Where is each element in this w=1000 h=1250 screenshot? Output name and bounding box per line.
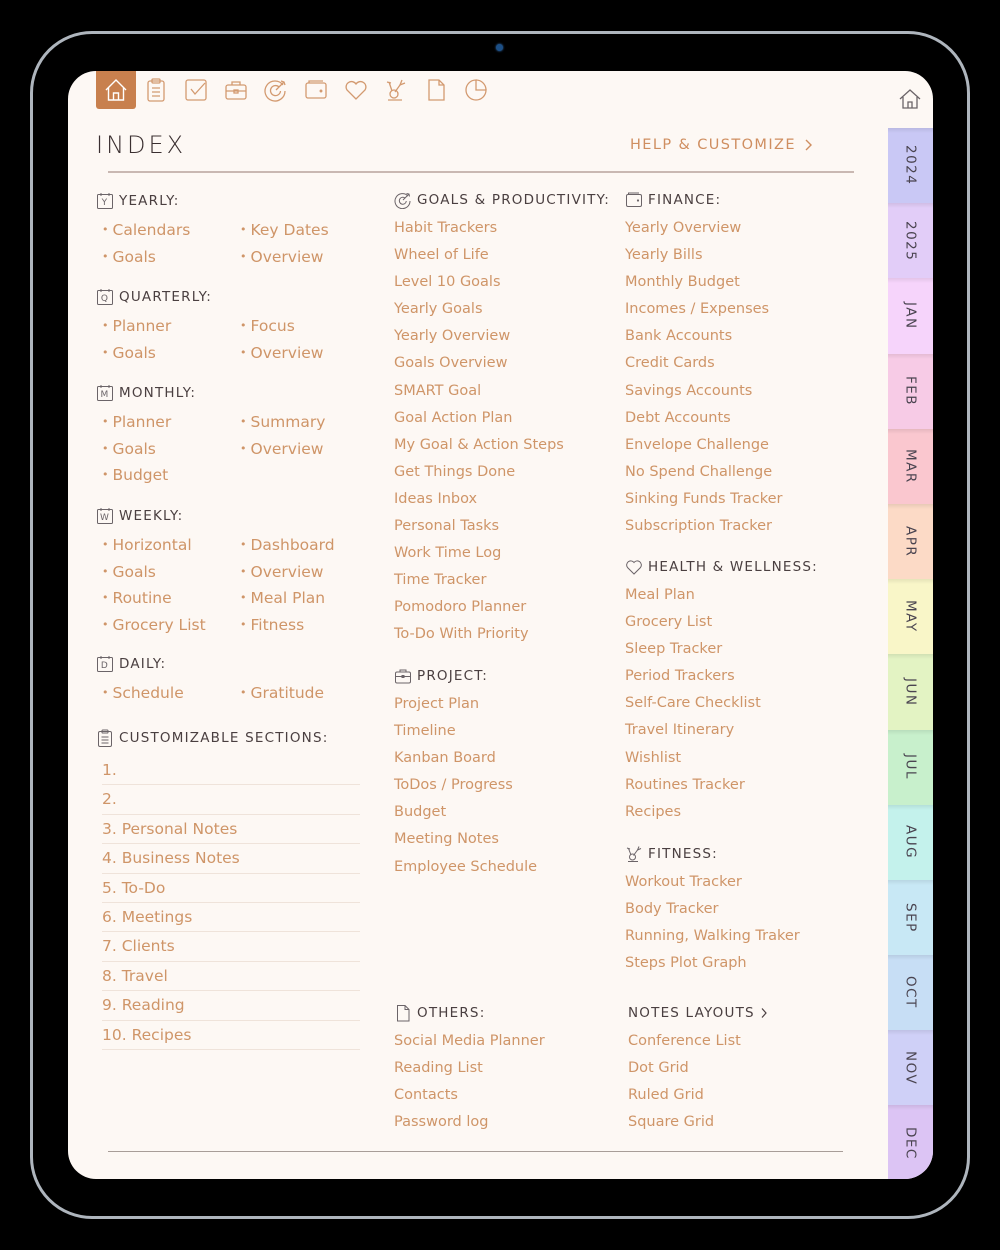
link-yearly-bills[interactable]: Yearly Bills (625, 247, 703, 264)
link-monthly-planner[interactable]: • Planner (102, 409, 240, 436)
tab-label: FEB (902, 376, 919, 407)
custom-section-8[interactable]: 8. Travel (102, 962, 360, 991)
bottom-divider (108, 1151, 843, 1152)
help-customize-label: HELP & CUSTOMIZE (630, 137, 796, 153)
nav-health[interactable] (336, 71, 376, 109)
link-project-budget[interactable]: Budget (394, 804, 447, 821)
calendar-q-icon (96, 288, 114, 306)
link-sinking-funds-tracker[interactable]: Sinking Funds Tracker (625, 490, 783, 507)
link-running-walking-tracker[interactable]: Running, Walking Traker (625, 928, 800, 945)
custom-section-5[interactable]: 5. To-Do (102, 874, 360, 903)
tab-label: 2024 (902, 145, 919, 186)
target-icon (263, 77, 289, 103)
link-quarterly-focus[interactable]: • Focus (240, 313, 370, 340)
section-title: HEALTH & WELLNESS: (648, 559, 818, 575)
nav-home[interactable] (96, 71, 136, 109)
section-title: QUARTERLY: (119, 289, 213, 305)
side-tabs (888, 128, 933, 1179)
tab-label: 2025 (902, 220, 919, 261)
link-todos-progress[interactable]: ToDos / Progress (394, 777, 513, 794)
link-yearly-overview[interactable]: Yearly Overview (394, 328, 511, 345)
link-kanban-board[interactable]: Kanban Board (394, 750, 496, 767)
link-daily-gratitude[interactable]: • Gratitude (240, 680, 370, 707)
section-title: GOALS & PRODUCTIVITY: (417, 192, 611, 208)
tab-dec[interactable] (888, 1105, 933, 1179)
link-monthly-overview[interactable]: • Overview (240, 436, 370, 463)
tab-label: JUN (902, 677, 919, 707)
link-subscription-tracker[interactable]: Subscription Tracker (625, 518, 773, 535)
link-self-care-checklist[interactable]: Self-Care Checklist (625, 695, 761, 712)
weekly-links (102, 532, 370, 638)
briefcase-icon (223, 77, 249, 103)
daily-links (102, 680, 370, 707)
link-timeline[interactable]: Timeline (394, 723, 456, 740)
section-title: MONTHLY: (119, 385, 197, 401)
tab-apr[interactable] (888, 504, 933, 579)
link-social-media-planner[interactable]: Social Media Planner (394, 1033, 545, 1049)
custom-section-2[interactable]: 2. (102, 785, 360, 814)
tab-label: NOV (902, 1050, 919, 1085)
tab-mar[interactable] (888, 429, 933, 504)
link-quarterly-overview[interactable]: • Overview (240, 340, 370, 367)
link-daily-schedule[interactable]: • Schedule (102, 680, 240, 707)
link-yearly-goals[interactable]: • Goals (102, 244, 240, 271)
nav-clipboard[interactable] (136, 71, 176, 109)
link-recipes[interactable]: Recipes (625, 803, 682, 820)
exercise-bike-icon (625, 845, 643, 863)
tab-jun[interactable] (888, 654, 933, 729)
section-title: WEEKLY: (119, 508, 184, 524)
heart-icon (625, 558, 643, 576)
section-title: CUSTOMIZABLE SECTIONS: (119, 730, 329, 746)
section-finance (625, 190, 782, 540)
calendar-m-icon (96, 384, 114, 402)
goals-links (394, 215, 610, 649)
link-goal-action-plan[interactable]: Goal Action Plan (394, 409, 513, 426)
link-bank-accounts[interactable]: Bank Accounts (625, 328, 733, 345)
chevron-right-icon (804, 138, 813, 152)
link-wishlist[interactable]: Wishlist (625, 749, 682, 766)
page-title: INDEX (96, 131, 187, 159)
tab-label: MAR (902, 448, 919, 484)
link-weekly-meal-plan[interactable]: • Meal Plan (240, 585, 370, 612)
target-icon (394, 191, 412, 209)
home-icon[interactable] (898, 87, 922, 111)
link-habit-trackers[interactable]: Habit Trackers (394, 220, 498, 236)
link-weekly-fitness[interactable]: • Fitness (240, 612, 370, 639)
fitness-links (625, 869, 800, 977)
nav-project[interactable] (216, 71, 256, 109)
section-title: OTHERS: (417, 1005, 486, 1021)
section-title: YEARLY: (119, 193, 180, 209)
link-yearly-calendars[interactable]: • Calendars (102, 217, 240, 244)
link-yearly-goals[interactable]: Yearly Goals (394, 301, 483, 318)
tab-feb[interactable] (888, 354, 933, 429)
link-todo-with-priority[interactable]: To-Do With Priority (394, 626, 529, 643)
link-monthly-goals[interactable]: • Goals (102, 436, 240, 463)
link-dot-grid[interactable]: Dot Grid (628, 1060, 689, 1077)
link-get-things-done[interactable]: Get Things Done (394, 463, 516, 480)
custom-section-10[interactable]: 10. Recipes (102, 1021, 360, 1050)
link-password-log[interactable]: Password log (394, 1114, 489, 1131)
pie-chart-icon (463, 77, 489, 103)
link-weekly-routine[interactable]: • Routine (102, 585, 240, 612)
svg-text:Y: Y (101, 198, 109, 208)
tab-label: JUL (902, 754, 919, 781)
link-no-spend-challenge[interactable]: No Spend Challenge (625, 463, 773, 480)
link-level-10-goals[interactable]: Level 10 Goals (394, 274, 501, 291)
link-incomes-expenses[interactable]: Incomes / Expenses (625, 301, 770, 318)
link-yearly-key-dates[interactable]: • Key Dates (240, 217, 370, 244)
svg-text:M: M (100, 390, 110, 400)
section-project (394, 666, 537, 881)
custom-section-4[interactable]: 4. Business Notes (102, 844, 360, 873)
nav-tasks[interactable] (176, 71, 216, 109)
section-monthly (96, 383, 370, 489)
link-wheel-of-life[interactable]: Wheel of Life (394, 247, 489, 264)
link-meal-plan[interactable]: Meal Plan (625, 587, 695, 603)
project-links (394, 691, 537, 881)
tab-2025[interactable] (888, 203, 933, 278)
tab-jul[interactable] (888, 730, 933, 805)
link-ruled-grid[interactable]: Ruled Grid (628, 1087, 704, 1104)
link-period-trackers[interactable]: Period Trackers (625, 668, 735, 685)
link-monthly-budget[interactable]: Monthly Budget (625, 274, 740, 291)
section-health (625, 557, 818, 826)
others-links (394, 1028, 545, 1136)
link-square-grid[interactable]: Square Grid (628, 1114, 715, 1131)
tab-label: JAN (902, 302, 919, 330)
section-header (394, 1003, 545, 1023)
section-title: FITNESS: (648, 846, 718, 862)
tab-label: APR (902, 525, 919, 558)
section-title: PROJECT: (417, 668, 488, 684)
custom-section-7[interactable]: 7. Clients (102, 932, 360, 961)
link-weekly-grocery-list[interactable]: • Grocery List (102, 612, 240, 639)
link-goals-overview[interactable]: Goals Overview (394, 355, 508, 372)
health-links (625, 582, 818, 826)
nav-others[interactable] (416, 71, 456, 109)
link-employee-schedule[interactable]: Employee Schedule (394, 858, 538, 875)
nav-goals[interactable] (256, 71, 296, 109)
link-workout-tracker[interactable]: Workout Tracker (625, 874, 742, 890)
quarterly-links (102, 313, 370, 366)
section-fitness (625, 844, 800, 977)
link-project-plan[interactable]: Project Plan (394, 696, 480, 712)
nav-finance[interactable] (296, 71, 336, 109)
tab-label: AUG (902, 825, 919, 860)
title-divider (108, 171, 854, 173)
section-header (96, 383, 370, 403)
tab-jan[interactable] (888, 278, 933, 353)
link-weekly-horizontal[interactable]: • Horizontal (102, 532, 240, 559)
section-header (394, 666, 537, 686)
nav-stats[interactable] (456, 71, 496, 109)
link-yearly-overview[interactable]: • Overview (240, 244, 370, 271)
exercise-bike-icon (383, 77, 409, 103)
svg-text:D: D (100, 661, 110, 671)
section-weekly (96, 506, 370, 638)
section-header (394, 190, 610, 210)
clipboard-icon (96, 729, 114, 747)
link-personal-tasks[interactable]: Personal Tasks (394, 518, 500, 535)
document-icon (423, 77, 449, 103)
section-title: FINANCE: (648, 192, 722, 208)
svg-text:W: W (99, 513, 111, 523)
wallet-icon (303, 77, 329, 103)
top-nav-bar (96, 71, 496, 109)
tab-2024[interactable] (888, 128, 933, 203)
custom-section-6[interactable]: 6. Meetings (102, 903, 360, 932)
section-quarterly (96, 287, 370, 366)
link-credit-cards[interactable]: Credit Cards (625, 355, 715, 372)
link-ideas-inbox[interactable]: Ideas Inbox (394, 490, 478, 507)
link-weekly-overview[interactable]: • Overview (240, 559, 370, 586)
link-debt-accounts[interactable]: Debt Accounts (625, 409, 731, 426)
link-routines-tracker[interactable]: Routines Tracker (625, 776, 745, 793)
wallet-icon (625, 191, 643, 209)
tab-nov[interactable] (888, 1030, 933, 1105)
link-sleep-tracker[interactable]: Sleep Tracker (625, 641, 723, 658)
custom-section-3[interactable]: 3. Personal Notes (102, 815, 360, 844)
home-icon (103, 77, 129, 103)
link-conference-list[interactable]: Conference List (628, 1033, 741, 1049)
link-smart-goal[interactable]: SMART Goal (394, 382, 482, 399)
tab-aug[interactable] (888, 805, 933, 880)
link-weekly-goals[interactable]: • Goals (102, 559, 240, 586)
yearly-links (102, 217, 370, 270)
svg-text:Q: Q (100, 294, 110, 304)
calendar-y-icon (96, 192, 114, 210)
custom-section-1[interactable]: 1. (102, 756, 360, 785)
section-title: DAILY: (119, 656, 167, 672)
tab-may[interactable] (888, 579, 933, 654)
notes-layouts-header[interactable] (628, 1003, 768, 1023)
link-savings-accounts[interactable]: Savings Accounts (625, 382, 753, 399)
finance-links (625, 215, 782, 540)
link-pomodoro-planner[interactable]: Pomodoro Planner (394, 599, 527, 616)
link-weekly-dashboard[interactable]: • Dashboard (240, 532, 370, 559)
link-reading-list[interactable]: Reading List (394, 1060, 483, 1077)
section-header (96, 506, 370, 526)
link-contacts[interactable]: Contacts (394, 1087, 458, 1104)
section-header (625, 844, 800, 864)
link-steps-plot-graph[interactable]: Steps Plot Graph (625, 955, 747, 972)
customizable-list (102, 756, 360, 1050)
chevron-right-icon (760, 1007, 768, 1019)
link-quarterly-goals[interactable]: • Goals (102, 340, 240, 367)
tab-label: MAY (902, 600, 919, 634)
section-header (96, 191, 370, 211)
tab-label: OCT (902, 976, 919, 1010)
link-my-goal-action-steps[interactable]: My Goal & Action Steps (394, 436, 564, 453)
document-icon (394, 1004, 412, 1022)
section-header (625, 190, 782, 210)
help-customize-link[interactable] (630, 137, 813, 153)
tab-oct[interactable] (888, 955, 933, 1030)
camera-dot (496, 44, 503, 51)
link-time-tracker[interactable]: Time Tracker (394, 572, 487, 589)
checkbox-icon (183, 77, 209, 103)
link-meeting-notes[interactable]: Meeting Notes (394, 831, 499, 848)
section-header (96, 728, 360, 748)
section-header (96, 654, 370, 674)
link-monthly-summary[interactable]: • Summary (240, 409, 370, 436)
tab-label: SEP (902, 902, 919, 933)
section-customizable (96, 728, 360, 1050)
section-others (394, 1003, 545, 1136)
link-monthly-budget[interactable]: • Budget (102, 462, 240, 489)
custom-section-9[interactable]: 9. Reading (102, 991, 360, 1020)
section-header (625, 557, 818, 577)
link-envelope-challenge[interactable]: Envelope Challenge (625, 436, 769, 453)
clipboard-icon (143, 77, 169, 103)
heart-icon (343, 77, 369, 103)
briefcase-icon (394, 667, 412, 685)
section-goals-productivity (394, 190, 610, 649)
link-grocery-list[interactable]: Grocery List (625, 614, 713, 631)
section-notes-layouts (628, 1003, 768, 1136)
section-daily (96, 654, 370, 707)
section-title: NOTES LAYOUTS (628, 1005, 755, 1021)
notes-layouts-links (628, 1028, 768, 1136)
tab-sep[interactable] (888, 880, 933, 955)
nav-fitness[interactable] (376, 71, 416, 109)
tab-label: DEC (902, 1126, 919, 1160)
link-travel-itinerary[interactable]: Travel Itinerary (625, 722, 735, 739)
calendar-w-icon (96, 507, 114, 525)
monthly-links (102, 409, 370, 489)
link-work-time-log[interactable]: Work Time Log (394, 545, 502, 562)
section-header (96, 287, 370, 307)
link-quarterly-planner[interactable]: • Planner (102, 313, 240, 340)
calendar-d-icon (96, 655, 114, 673)
section-yearly (96, 191, 370, 270)
planner-screen (68, 71, 933, 1179)
link-finance-yearly-overview[interactable]: Yearly Overview (625, 220, 742, 236)
link-body-tracker[interactable]: Body Tracker (625, 901, 719, 918)
